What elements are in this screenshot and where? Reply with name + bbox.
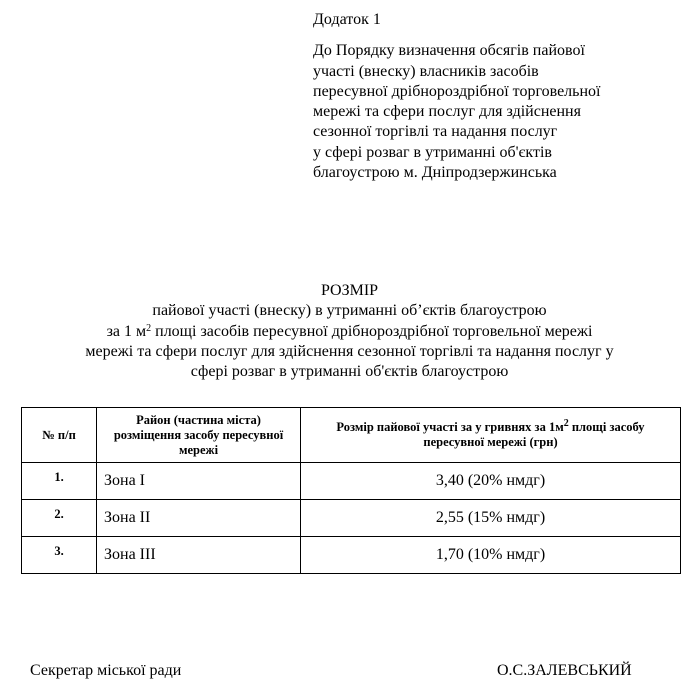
annex-line: До Порядку визначення обсягів пайової — [313, 42, 585, 60]
header-district — [97, 408, 301, 463]
header-amount-text: площі засобу пересувної мережі (грн) — [423, 420, 645, 449]
rates-table — [21, 407, 681, 574]
annex-line: пересувної дрібнороздрібної торговельної — [313, 82, 601, 100]
annex-line: благоустрою м. Дніпродзержинська — [313, 164, 557, 182]
annex-description — [313, 41, 693, 183]
annex-line: у сфері розваг в утриманні об'єктів — [313, 143, 552, 161]
annex-line: сезонної торгівлі та надання послуг — [313, 123, 558, 141]
header-number: № п/п — [22, 408, 97, 463]
heading-line — [0, 322, 699, 342]
superscript: 2 — [146, 322, 152, 334]
signatory-position: Секретар міської ради — [30, 662, 182, 679]
heading-line: пайової участі (внеску) в утриманні об’єктів благоустрою — [152, 302, 547, 320]
table-row — [22, 537, 681, 574]
annex-line: мережі та сфери послуг для здійснення — [313, 103, 581, 121]
header-district-text: Район (частина міста) розміщення засобу пересувної мережі — [113, 412, 284, 457]
row-number: 2. — [22, 500, 97, 537]
row-rate: 3,40 (20% нмдг) — [301, 463, 681, 500]
row-rate: 2,55 (15% нмдг) — [301, 500, 681, 537]
table-row — [22, 463, 681, 500]
table-row — [22, 500, 681, 537]
document-heading — [0, 281, 699, 382]
heading-line: мережі та сфери послуг для здійснення сезонної торгівлі та надання послуг у — [85, 342, 614, 360]
row-rate: 1,70 (10% нмдг) — [301, 537, 681, 574]
row-number: 3. — [22, 537, 97, 574]
heading-line-text: за 1 м — [106, 322, 147, 340]
row-zone: Зона III — [97, 537, 301, 574]
heading-line: сфері розваг в утриманні об'єктів благоустрою — [190, 363, 509, 381]
row-zone: Зона I — [97, 463, 301, 500]
annex-line: участі (внеску) власників засобів — [313, 62, 539, 80]
annex-title: Додаток 1 — [313, 11, 381, 28]
header-amount — [301, 408, 681, 463]
heading-line-text: площі засобів пересувної дрібнороздрібної торговельної мережі — [151, 322, 593, 340]
table-header-row — [22, 408, 681, 463]
superscript: 2 — [563, 418, 569, 429]
header-amount-text: Розмір пайової участі за у гривнях за 1м — [336, 420, 564, 434]
annex-block — [313, 10, 693, 183]
heading-title: РОЗМІР — [320, 282, 379, 299]
signatory-name: О.С.ЗАЛЕВСЬКИЙ — [497, 662, 632, 679]
row-number: 1. — [22, 463, 97, 500]
row-zone: Зона II — [97, 500, 301, 537]
